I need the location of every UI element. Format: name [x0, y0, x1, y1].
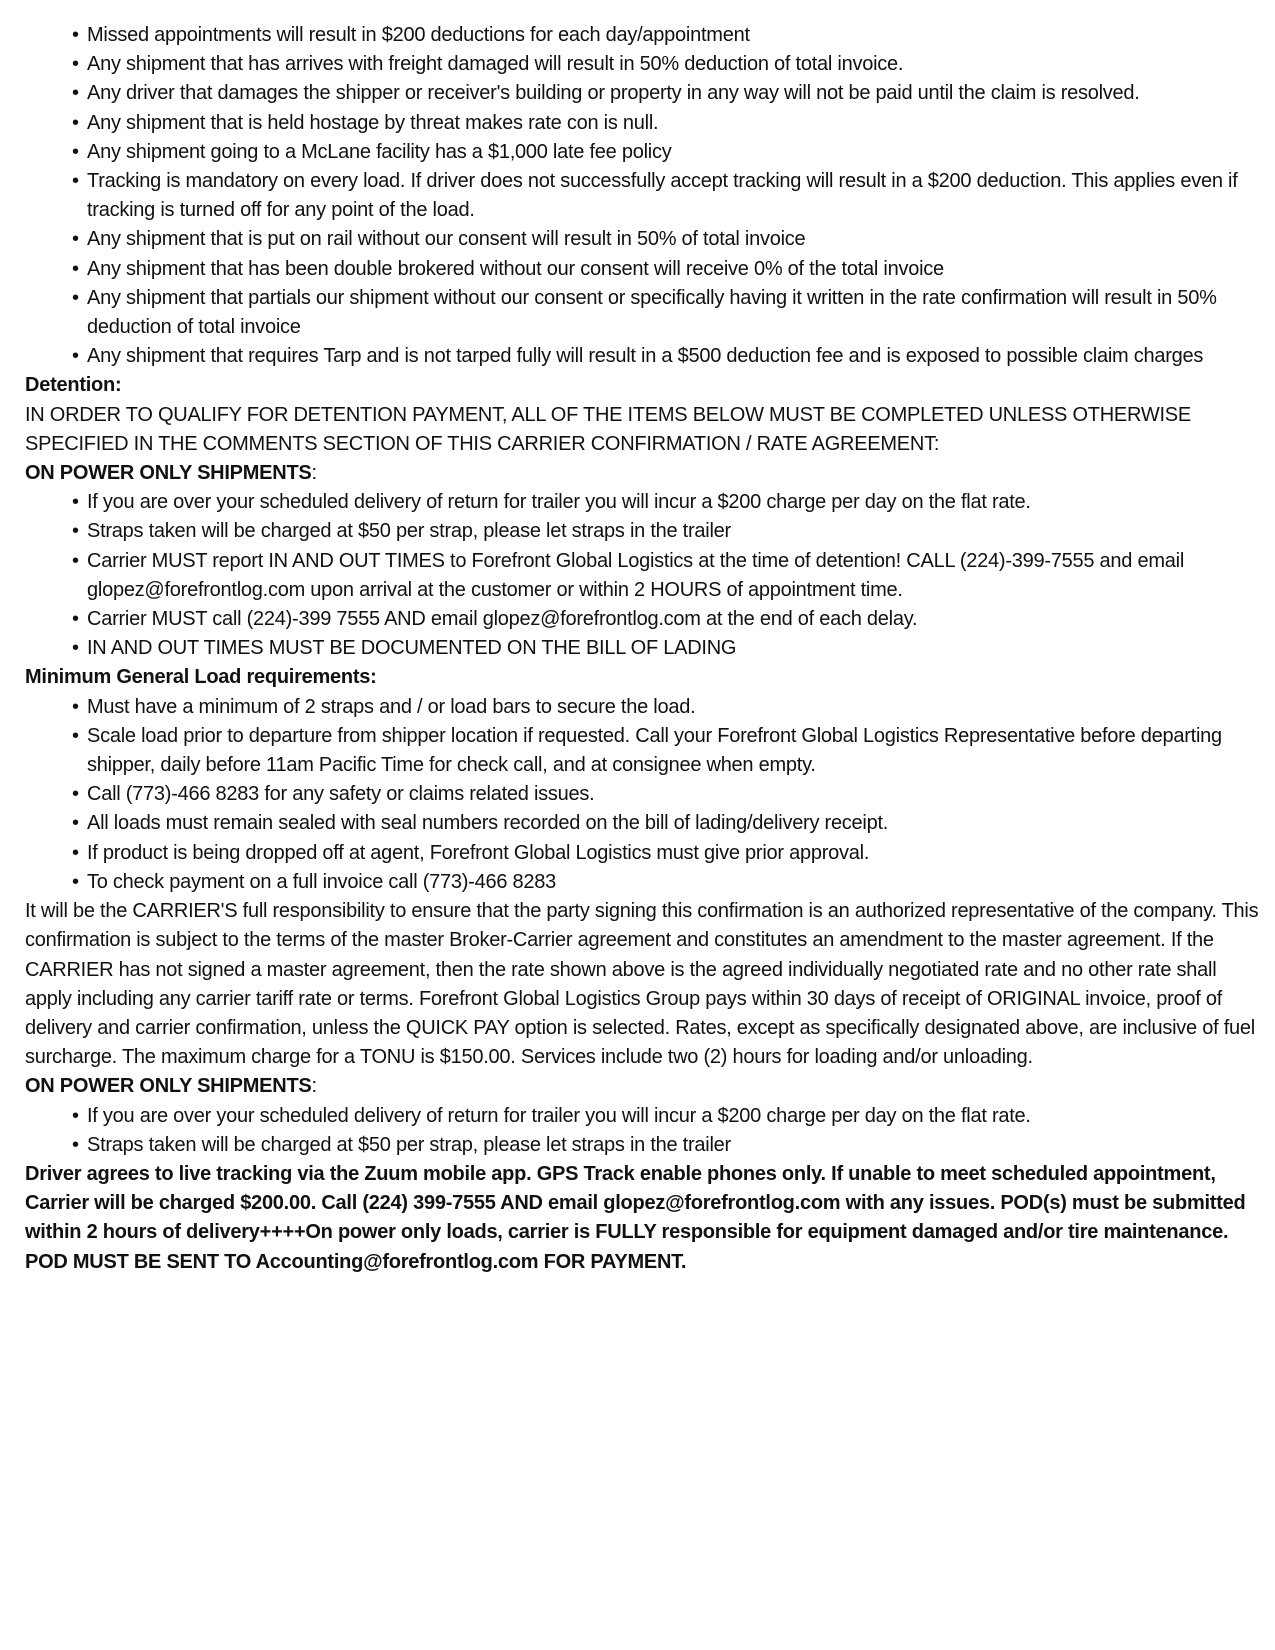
- power-only-heading-line-2: [25, 1072, 1260, 1101]
- power-only-heading-2: ON POWER ONLY SHIPMENTS: [25, 1075, 312, 1098]
- list-item: • Call (773)-466 8283 for any safety or claims related issues.: [87, 780, 1260, 809]
- pod-notice: POD MUST BE SENT TO Accounting@forefrontlog.com FOR PAYMENT.: [25, 1250, 687, 1273]
- list-item: • If you are over your scheduled delivery of return for trailer you will incur a $200 charge per day on the flat rate.: [87, 488, 1260, 517]
- requirements-heading: Minimum General Load requirements:: [25, 666, 377, 689]
- power-only-colon: :: [311, 462, 317, 485]
- list-item: • Any shipment that requires Tarp and is not tarped fully will result in a $500 deduction fee and is exposed to possible claim charges: [87, 342, 1260, 371]
- list-item: • Carrier MUST call (224)-399 7555 AND email glopez@forefrontlog.com at the end of each delay.: [87, 605, 1260, 634]
- detention-intro: IN ORDER TO QUALIFY FOR DETENTION PAYMENT, ALL OF THE ITEMS BELOW MUST BE COMPLETED UNLESS OTHERWISE SPECIFIED IN THE COMMENTS SECTION OF THIS CARRIER CONFIRMATION / RATE AGREEMENT:: [25, 403, 1191, 455]
- list-item: • To check payment on a full invoice call (773)-466 8283: [87, 868, 1260, 897]
- penalties-list: [25, 21, 1260, 371]
- list-item: • Straps taken will be charged at $50 per strap, please let straps in the trailer: [87, 517, 1260, 546]
- detention-list: [25, 488, 1260, 663]
- list-item: • Must have a minimum of 2 straps and / or load bars to secure the load.: [87, 693, 1260, 722]
- list-item: • Scale load prior to departure from shipper location if requested. Call your Forefront Global Logistics Representative before departing shipper, daily before 11am Pacific Time for check call, and at consignee when empty.: [87, 722, 1260, 780]
- list-item: • Tracking is mandatory on every load. If driver does not successfully accept tracking will result in a $200 deduction. This applies even if tracking is turned off for any point of the load.: [87, 167, 1260, 225]
- list-item: • Any shipment going to a McLane facility has a $1,000 late fee policy: [87, 138, 1260, 167]
- power-only-colon-2: :: [311, 1075, 317, 1098]
- list-item: • Any shipment that has been double brokered without our consent will receive 0% of the total invoice: [87, 255, 1260, 284]
- list-item: • Any shipment that is put on rail without our consent will result in 50% of total invoice: [87, 225, 1260, 254]
- detention-heading: Detention:: [25, 374, 122, 397]
- power-only-heading-line: [25, 459, 1260, 488]
- list-item: • Any shipment that has arrives with freight damaged will result in 50% deduction of total invoice.: [87, 50, 1260, 79]
- list-item: • All loads must remain sealed with seal numbers recorded on the bill of lading/delivery receipt.: [87, 809, 1260, 838]
- list-item: • Missed appointments will result in $200 deductions for each day/appointment: [87, 21, 1260, 50]
- power-only-list-2: [25, 1102, 1260, 1160]
- document-page: [25, 21, 1260, 1277]
- list-item: • IN AND OUT TIMES MUST BE DOCUMENTED ON THE BILL OF LADING: [87, 634, 1260, 663]
- list-item: • If product is being dropped off at agent, Forefront Global Logistics must give prior approval.: [87, 839, 1260, 868]
- power-only-heading: ON POWER ONLY SHIPMENTS: [25, 462, 312, 485]
- responsibility-paragraph: It will be the CARRIER'S full responsibility to ensure that the party signing this confirmation is an authorized representative of the company. This confirmation is subject to the terms of the master Broker-Carrier agreement and constitutes an amendment to the master agreement. If the CARRIER has not signed a master agreement, then the rate shown above is the agreed individually negotiated rate and no other rate shall apply including any carrier tariff rate or terms. Forefront Global Logistics Group pays within 30 days of receipt of ORIGINAL invoice, proof of delivery and carrier confirmation, unless the QUICK PAY option is selected. Rates, except as specifically designated above, are inclusive of fuel surcharge. The maximum charge for a TONU is $150.00. Services include two (2) hours for loading and/or unloading.: [25, 900, 1259, 1069]
- list-item: • Straps taken will be charged at $50 per strap, please let straps in the trailer: [87, 1131, 1260, 1160]
- list-item: • Carrier MUST report IN AND OUT TIMES to Forefront Global Logistics at the time of detention! CALL (224)-399-7555 and email glopez@forefrontlog.com upon arrival at the customer or within 2 HOURS of appointment time.: [87, 547, 1260, 605]
- list-item: • Any driver that damages the shipper or receiver's building or property in any way will not be paid until the claim is resolved.: [87, 79, 1260, 108]
- requirements-list: [25, 693, 1260, 897]
- list-item: • Any shipment that is held hostage by threat makes rate con is null.: [87, 109, 1260, 138]
- list-item: • Any shipment that partials our shipment without our consent or specifically having it written in the rate confirmation will result in 50% deduction of total invoice: [87, 284, 1260, 342]
- list-item: • If you are over your scheduled delivery of return for trailer you will incur a $200 charge per day on the flat rate.: [87, 1102, 1260, 1131]
- tracking-notice: Driver agrees to live tracking via the Zuum mobile app. GPS Track enable phones only. If unable to meet scheduled appointment, Carrier will be charged $200.00. Call (224) 399-7555 AND email glopez@forefrontlog.com with any issues. POD(s) must be submitted within 2 hours of delivery++++On power only loads, carrier is FULLY responsible for equipment damaged and/or tire maintenance.: [25, 1162, 1246, 1244]
